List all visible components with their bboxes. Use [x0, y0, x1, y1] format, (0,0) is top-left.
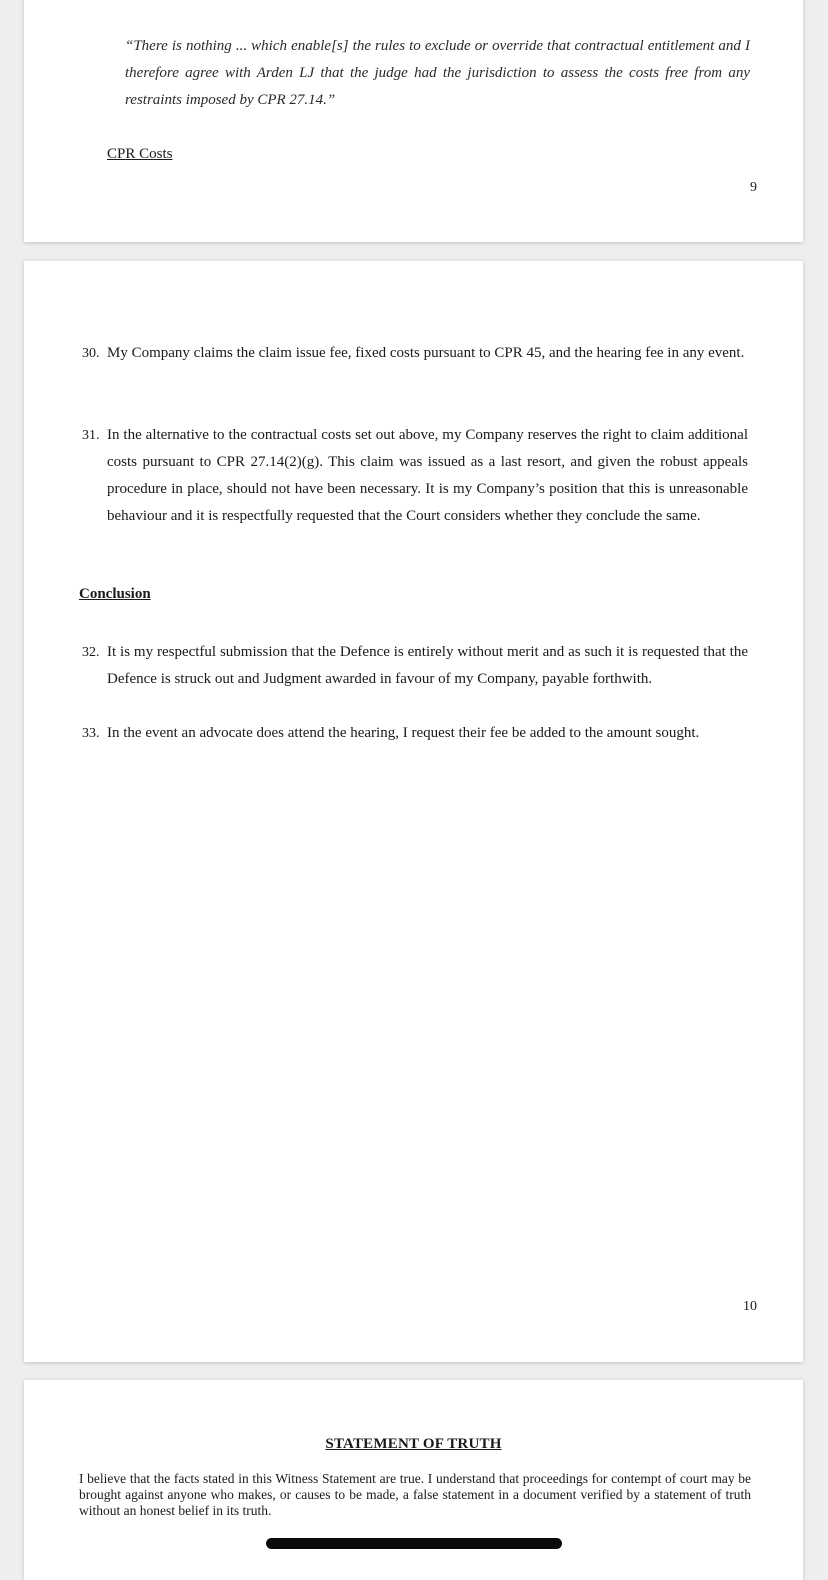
paragraph-number: 32. — [82, 645, 100, 660]
section-heading-conclusion: Conclusion — [79, 586, 151, 602]
paragraph-text: In the alternative to the contractual costs set out above, my Company reserves the right to claim additional costs pursuant to CPR 27.14(2)(g). This claim was issued as a last resort, and given the robust appeals procedure in place, should not have been necessary. It is my Company’s position that this is unreasonable behaviour and it is respectfully requested that the Court considers whether they conclude the same. — [107, 427, 748, 524]
document-page-10 — [24, 261, 803, 1362]
page-number: 10 — [743, 1299, 757, 1314]
numbered-paragraph — [80, 340, 748, 367]
paragraph-text: In the event an advocate does attend the hearing, I request their fee be added to the amount sought. — [107, 725, 700, 741]
statement-of-truth-text: I believe that the facts stated in this Witness Statement are true. I understand that proceedings for contempt of court may be brought against anyone who makes, or causes to be made, a false statement in a document verified by a statement of truth without an honest belief in its truth. — [79, 1471, 751, 1518]
section-heading-cpr-costs: CPR Costs — [107, 146, 173, 162]
numbered-paragraph — [80, 720, 748, 747]
paragraph-number: 30. — [82, 346, 100, 361]
numbered-paragraph — [80, 639, 748, 693]
paragraph-text: It is my respectful submission that the Defence is entirely without merit and as such it is requested that the Defence is struck out and Judgment awarded in favour of my Company, payable forthwith. — [107, 644, 748, 687]
document-page-statement-of-truth — [24, 1380, 803, 1580]
statement-of-truth-title: STATEMENT OF TRUTH — [325, 1436, 502, 1452]
paragraph-number: 33. — [82, 726, 100, 741]
home-indicator-bar[interactable] — [266, 1538, 562, 1549]
numbered-paragraph — [80, 422, 748, 530]
paragraph-number: 31. — [82, 428, 100, 443]
document-page-9 — [24, 0, 803, 242]
legal-quote: “There is nothing ... which enable[s] the rules to exclude or override that contractual entitlement and I therefore agree with Arden LJ that the judge had the jurisdiction to assess the costs free from any restraints imposed by CPR 27.14.” — [125, 38, 750, 108]
paragraph-text: My Company claims the claim issue fee, fixed costs pursuant to CPR 45, and the hearing fee in any event. — [107, 345, 745, 361]
page-number: 9 — [750, 180, 757, 195]
